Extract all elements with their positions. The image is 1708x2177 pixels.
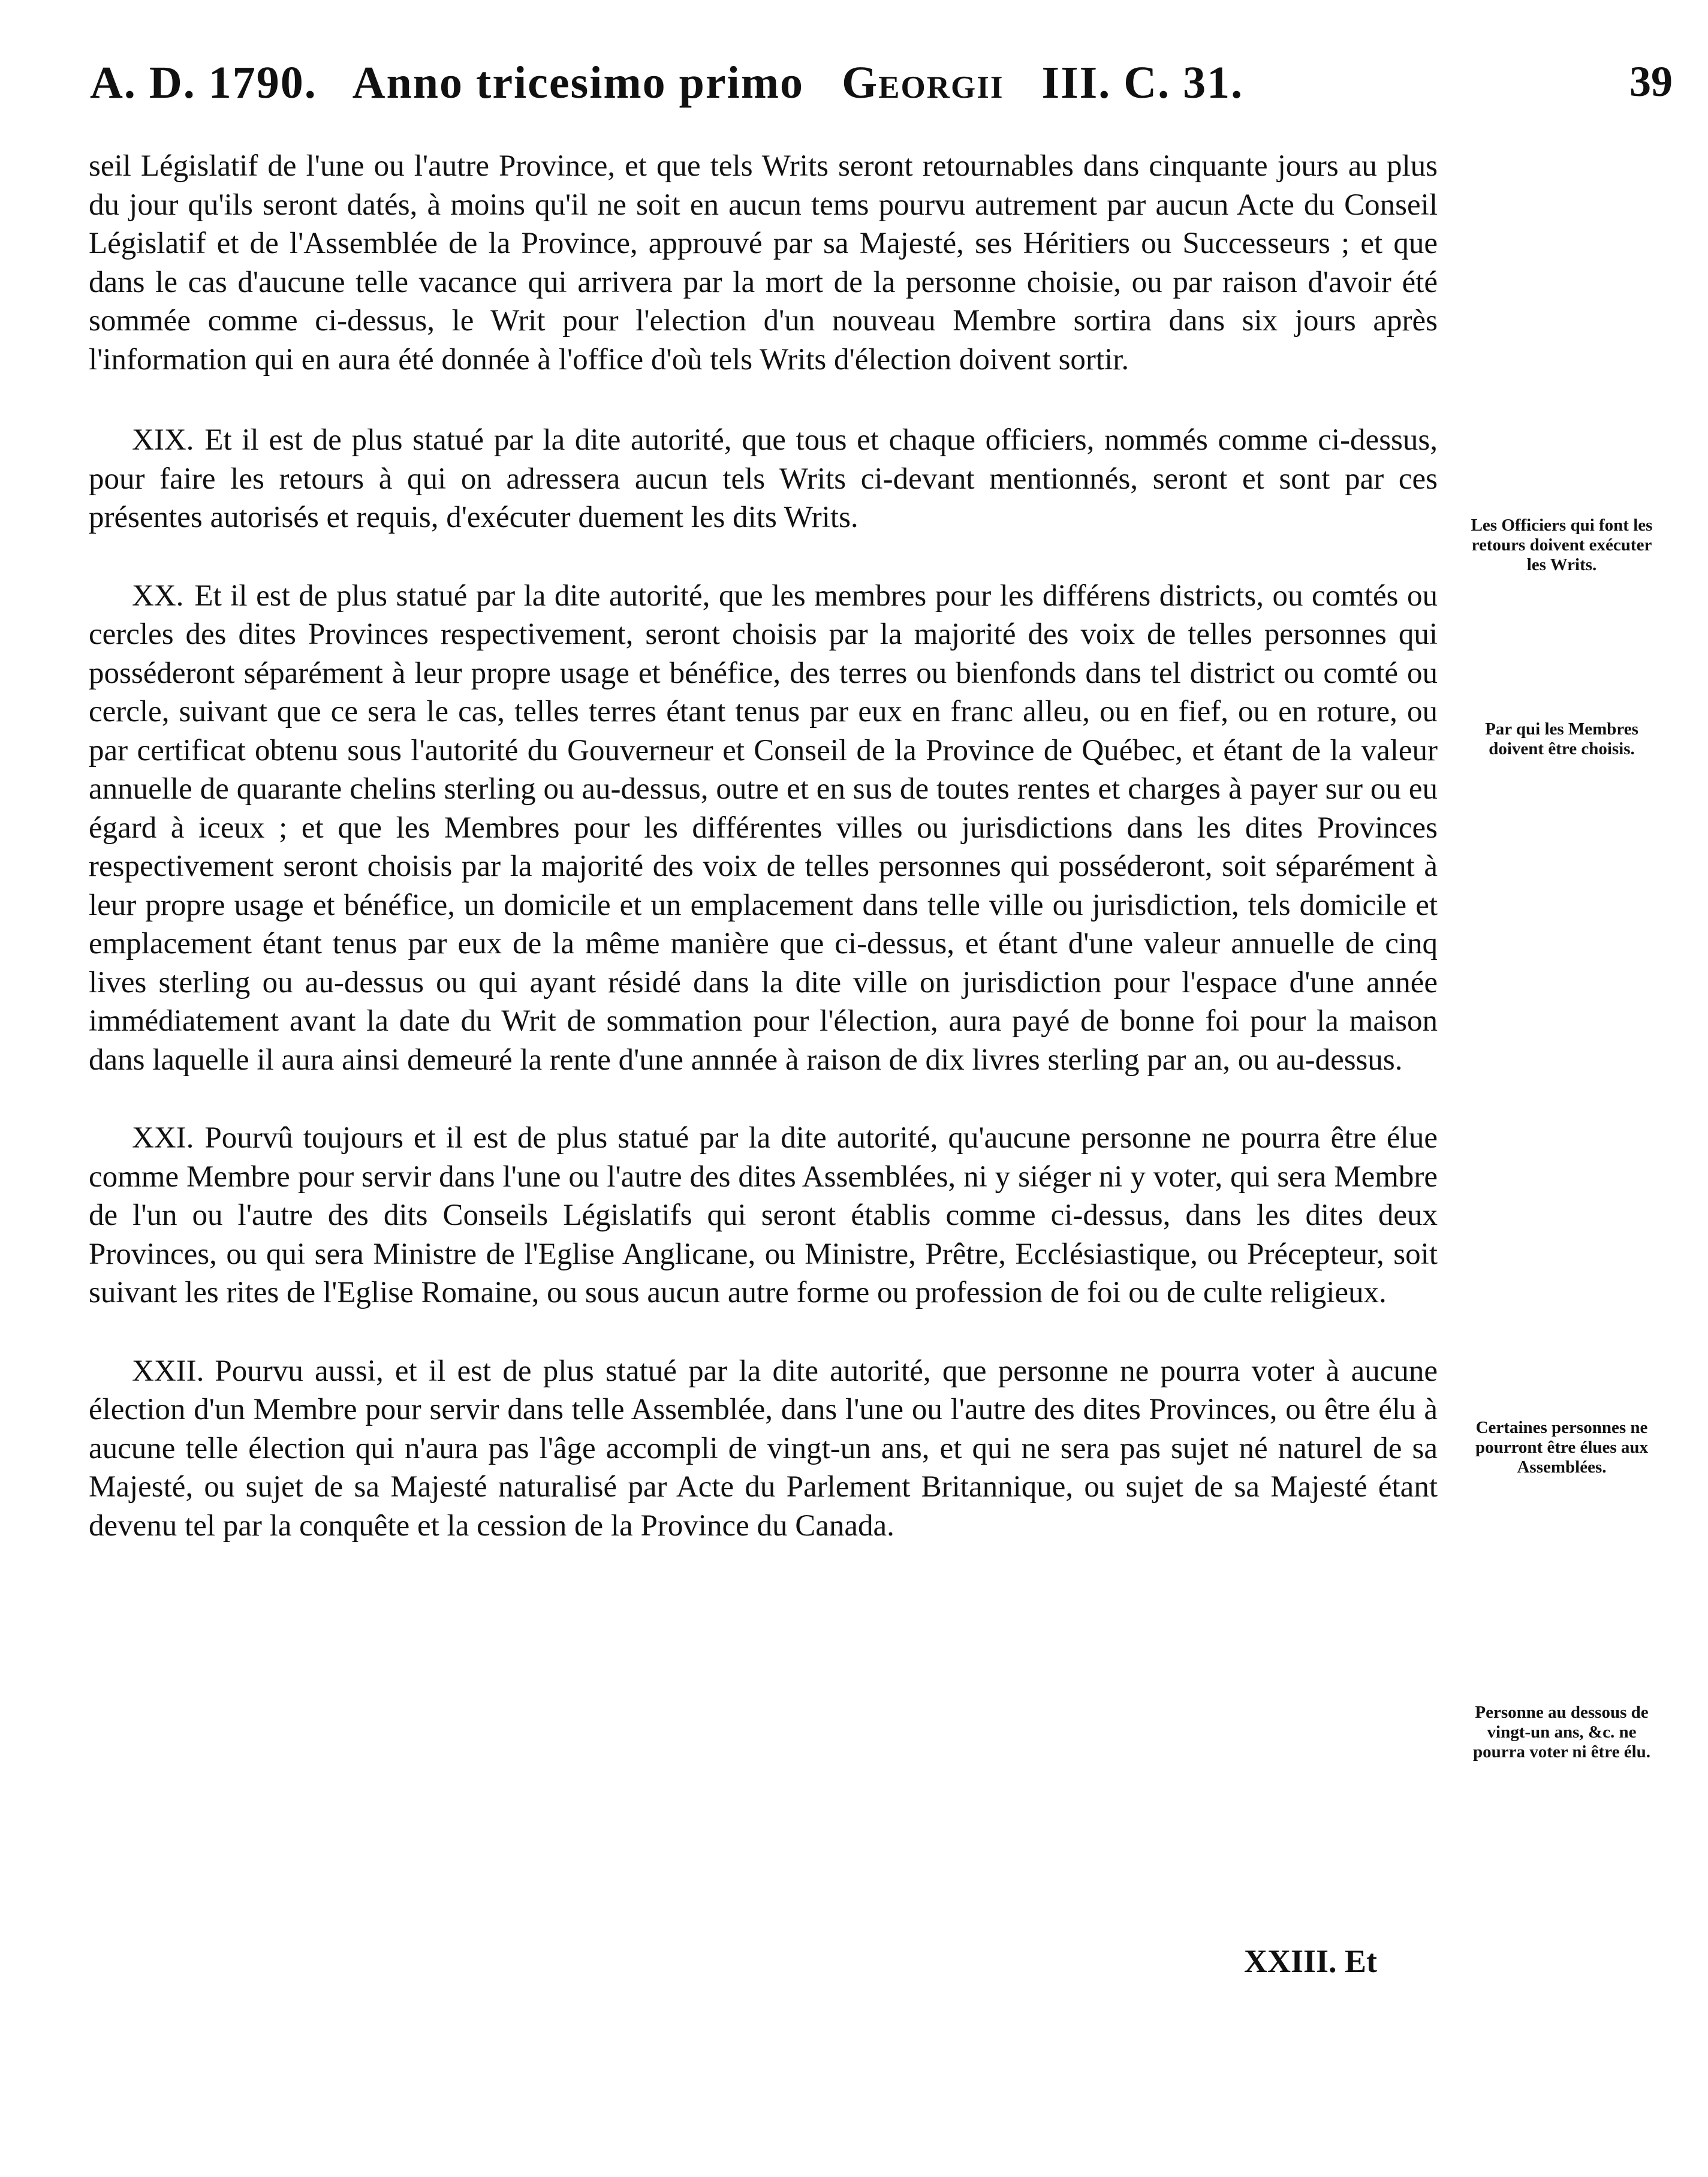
paragraph-text: Et il est de plus statué par la dite autorité, que les membres pour les différens districts, ou comtés ou cercles des dites Provinces respectivement, seront choisis par la majorité des voix de telles personnes qui posséderont séparément à leur propre usage et bénéfice, des terres ou bienfonds dans tel district ou comté ou cercle, suivant que ce sera le cas, telles terres étant tenus par eux en franc alleu, ou en fief, ou en roture, ou par certificat obtenu sous l'autorité du Gouverneur et Conseil de la Province de Québec, et étant de la valeur annuelle de quarante chelins sterling ou au-dessus, outre et en sus de toutes rentes et charges à payer sur ou eu égard à iceux ; et que les Membres pour les différentes villes ou jurisdictions dans les dites Provinces respectivement seront choisis par la majorité des voix de telles personnes qui posséderont, soit séparément à leur propre usage et bénéfice, un domicile et un emplacement dans telle ville ou jurisdiction, tels domicile et emplacement étant tenus par eux de la même manière que ci-dessus, et étant d'une valeur annuelle de cinq lives sterling ou au-dessus ou qui ayant résidé dans la dite ville on jurisdiction pour l'espace d'une année immédiatement avant la date du Writ de sommation pour l'élection, aura payé de bonne foi pour la maison dans laquelle il aura ainsi demeuré la rente d'une annnée à raison de dix livres sterling par an, ou au-dessus. xyxy=(89,579,1438,1077)
main-text-column xyxy=(89,147,1438,1585)
section-number: XXII. xyxy=(132,1354,204,1388)
paragraph-text: seil Législatif de l'une ou l'autre Province, et que tels Writs seront retournables dans cinquante jours au plus du jour qu'ils seront datés, à moins qu'il ne soit en aucun tems pourvu autrement par aucun Acte du Conseil Législatif et de l'Assemblée de la Province, approuvé par sa Majesté, ses Héritiers ou Successeurs ; et que dans le cas d'aucune telle vacance qui arrivera par la mort de la personne choisie, ou par raison d'avoir été sommée comme ci-dessus, le Writ pour l'election d'un nouveau Membre sortira dans six jours après l'information qui en aura été donnée à l'office d'où tels Writs d'élection doivent sortir. xyxy=(89,149,1438,377)
paragraph-text: Pourvu aussi, et il est de plus statué par la dite autorité, que personne ne pourra voter à aucune élection d'un Membre pour servir dans telle Assemblée, dans l'une ou l'autre des dites Provinces, ou être élu à aucune telle élection qui n'aura pas l'âge accompli de vingt-un ans, et qui ne sera pas sujet né naturel de sa Majesté, ou sujet de sa Majesté naturalisé par Acte du Parlement Britannique, ou sujet de sa Majesté étant devenu tel par la conquête et la cession de la Province du Canada. xyxy=(89,1354,1438,1543)
section-number: XXI. xyxy=(132,1121,194,1155)
section-number: XX. xyxy=(132,579,184,613)
title-king: Georgii xyxy=(842,58,1004,108)
section-number: XIX. xyxy=(132,423,194,457)
margin-note-xx: Par qui les Membres doivent être choisis. xyxy=(1485,719,1638,758)
year-label: A. D. 1790. xyxy=(90,58,317,108)
page-number: 39 xyxy=(1629,58,1673,106)
running-title xyxy=(90,57,1243,109)
paragraph-xx xyxy=(89,577,1438,1080)
margin-note-xxii: Personne au dessous de vingt-un ans, &c. ne pourra voter ni être élu. xyxy=(1472,1703,1651,1762)
title-regnal: III. C. 31. xyxy=(1041,58,1244,108)
catchword: XXIII. Et xyxy=(1244,1943,1378,1979)
title-prefix: Anno tricesimo primo xyxy=(352,58,805,108)
margin-note-xix: Les Officiers qui font les retours doivent exécuter les Writs. xyxy=(1471,516,1653,574)
paragraph-continued xyxy=(89,147,1438,379)
running-head xyxy=(90,57,1673,129)
paragraph-xxi xyxy=(89,1119,1438,1312)
margin-note-xxi: Certaines personnes ne pourront être élues aux Assemblées. xyxy=(1475,1418,1649,1477)
paragraph-text: Pourvû toujours et il est de plus statué par la dite autorité, qu'aucune personne ne pourra être élue comme Membre pour servir dans l'une ou l'autre des dites Assemblées, ni y siéger ni y voter, qui sera Membre de l'un ou l'autre des dits Conseils Législatifs qui seront établis comme ci-dessus, dans les dites deux Provinces, ou qui sera Ministre de l'Eglise Anglicane, ou Ministre, Prêtre, Ecclésiastique, ou Précepteur, soit suivant les rites de l'Eglise Romaine, ou sous aucun autre forme ou profession de foi ou de culte religieux. xyxy=(89,1121,1438,1309)
paragraph-xix xyxy=(89,421,1438,537)
paragraph-xxii xyxy=(89,1352,1438,1546)
paragraph-text: Et il est de plus statué par la dite autorité, que tous et chaque officiers, nommés comme ci-dessus, pour faire les retours à qui on adressera aucun tels Writs ci-devant mentionnés, seront et sont par ces présentes autorisés et requis, d'exécuter duement les dits Writs. xyxy=(89,423,1438,534)
